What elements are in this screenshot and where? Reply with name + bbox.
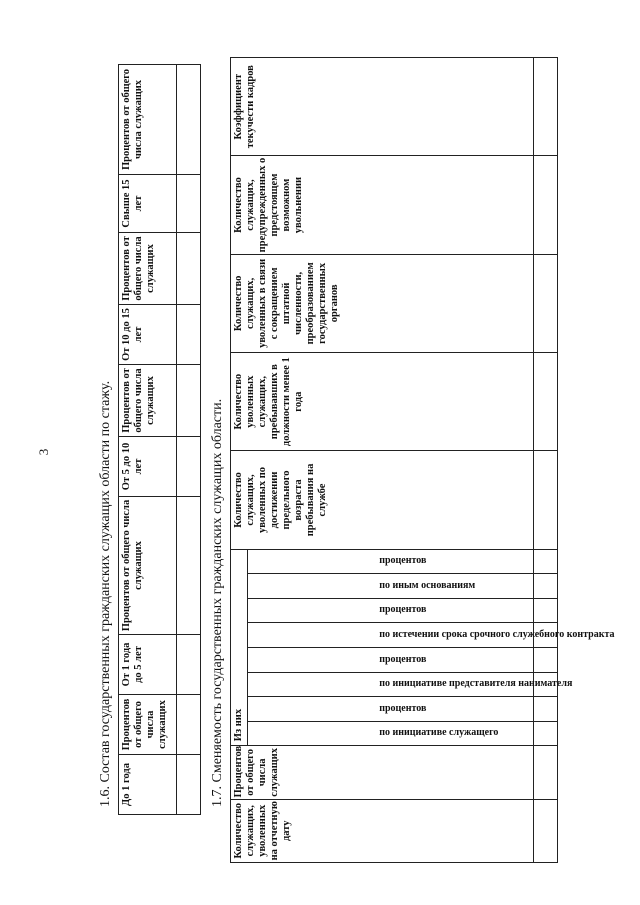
- turnover-table: [230, 57, 615, 863]
- subheader-percent: процентов: [248, 697, 534, 722]
- subheader-other-grounds: по иным основаниям: [248, 574, 534, 599]
- header-up-to-1-year: До 1 года: [119, 755, 177, 815]
- table-cell: [534, 574, 558, 599]
- table-cell: [177, 497, 201, 635]
- subheader-contract-expiry: по истечении срока срочного служебного контракта: [248, 623, 534, 648]
- table-cell: [177, 695, 201, 755]
- table-cell: [534, 799, 558, 862]
- header-dismissed-count: Количество служащих, уволенных на отчетную дату: [231, 799, 534, 862]
- header-percent-2: Процентов от общего числа служащих: [119, 497, 177, 635]
- header-10-to-15-years: От 10 до 15 лет: [119, 305, 177, 365]
- seniority-table: [118, 64, 201, 815]
- header-staff-reduction: Количество служащих, уволенных в связи с сокращением штатной численности, преобразованием государственных органов: [231, 254, 534, 352]
- table-cell: [534, 647, 558, 672]
- table-cell: [534, 254, 558, 352]
- header-percent-5: Процентов от общего числа служащих: [119, 65, 177, 175]
- table-cell: [177, 65, 201, 175]
- subheader-percent: процентов: [248, 647, 534, 672]
- header-percent-1: Процентов от общего числа служащих: [119, 695, 177, 755]
- subheader-percent: процентов: [248, 598, 534, 623]
- table-cell: [177, 437, 201, 497]
- table-cell: [534, 549, 558, 574]
- table-cell: [534, 156, 558, 254]
- table-cell: [534, 58, 558, 156]
- header-of-them: Из них: [231, 549, 248, 746]
- header-turnover-coefficient: Коэффициент текучести кадров: [231, 58, 534, 156]
- header-percent-4: Процентов от общего числа служащих: [119, 233, 177, 305]
- subheader-employee-initiative: по инициативе служащего: [248, 721, 534, 746]
- subheader-percent: процентов: [248, 549, 534, 574]
- table-cell: [534, 721, 558, 746]
- header-age-limit: Количество служащих, уволенных по достижении предельного возраста пребывания на службе: [231, 451, 534, 549]
- table-cell: [177, 175, 201, 233]
- subheader-employer-initiative: по инициативе представителя нанимателя: [248, 672, 534, 697]
- table-cell: [177, 305, 201, 365]
- header-1-to-5-years: От 1 года до 5 лет: [119, 635, 177, 695]
- header-5-to-10-years: От 5 до 10 лет: [119, 437, 177, 497]
- table-cell: [534, 746, 558, 799]
- section-17-title: 1.7. Сменяемость государственных гражданских служащих области.: [210, 398, 225, 807]
- table-cell: [534, 697, 558, 722]
- table-cell: [177, 635, 201, 695]
- table-cell: [177, 233, 201, 305]
- section-16-title: 1.6. Состав государственных гражданских служащих области по стажу.: [98, 380, 113, 807]
- table-cell: [534, 451, 558, 549]
- table-cell: [534, 353, 558, 451]
- table-cell: [177, 755, 201, 815]
- table-cell: [534, 598, 558, 623]
- page-number: 3: [36, 448, 51, 456]
- header-less-than-year: Количество уволенных служащих, пребывавших в должности менее 1 года: [231, 353, 534, 451]
- header-over-15-years: Свыше 15 лет: [119, 175, 177, 233]
- header-percent-3: Процентов от общего числа служащих: [119, 365, 177, 437]
- header-warned-dismissal: Количество служащих, предупрежденных о предстоящем возможном увольнении: [231, 156, 534, 254]
- header-dismissed-percent: Процентов от общего числа служащих: [231, 746, 534, 799]
- table-cell: [177, 365, 201, 437]
